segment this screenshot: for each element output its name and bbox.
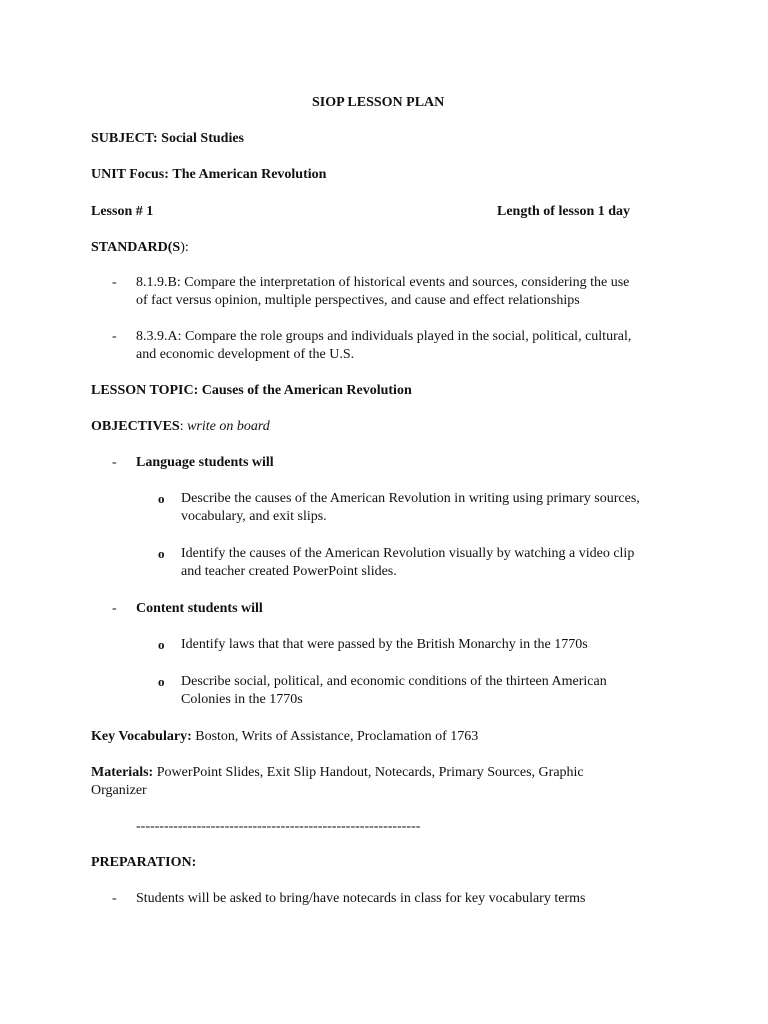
unit-label: UNIT Focus: [91, 167, 169, 182]
standard-1-dash: - [112, 275, 117, 290]
language-obj-1-line2: vocabulary, and exit slips. [181, 509, 327, 524]
separator: ------------------------------------------------------------- [136, 819, 421, 834]
content-obj-2-line1: Describe social, political, and economic conditions of the thirteen American [181, 674, 607, 689]
standards-heading [91, 239, 189, 257]
objectives-note: write on board [187, 419, 270, 434]
materials-line2: Organizer [91, 783, 147, 798]
standard-2-dash: - [112, 329, 117, 344]
standards-heading-tail: ): [180, 240, 189, 255]
lesson-topic-value: Causes of the American Revolution [201, 383, 412, 398]
materials-line1: PowerPoint Slides, Exit Slip Handout, Notecards, Primary Sources, Graphic [156, 765, 584, 780]
language-group-heading: Language students will [136, 455, 274, 470]
lesson-topic-label: LESSON TOPIC: [91, 383, 199, 398]
subject-value: Social Studies [161, 131, 245, 146]
language-obj-2-line1: Identify the causes of the American Revolution visually by watching a video clip [181, 546, 635, 561]
objectives-heading [91, 418, 270, 436]
key-vocabulary-label: Key Vocabulary: [91, 729, 192, 744]
content-obj-2-bullet: o [158, 674, 165, 689]
key-vocabulary-line [91, 728, 478, 746]
lesson-length: Length of lesson 1 day [497, 204, 631, 219]
language-group-dash: - [112, 455, 117, 470]
lesson-number: Lesson # 1 [91, 204, 154, 219]
page-title: SIOP LESSON PLAN [312, 95, 445, 110]
standard-2-line1: 8.3.9.A: Compare the role groups and individuals played in the social, political, cultural, [136, 329, 632, 344]
preparation-heading: PREPARATION: [91, 855, 197, 870]
language-obj-1-line1: Describe the causes of the American Revolution in writing using primary sources, [181, 491, 640, 506]
lesson-topic-line [91, 382, 412, 400]
standards-heading-bold1: STANDARD( [91, 240, 173, 255]
unit-line [91, 166, 326, 184]
materials-label: Materials: [91, 765, 154, 780]
preparation-1-dash: - [112, 891, 117, 906]
content-obj-1-bullet: o [158, 637, 165, 652]
materials-line [91, 764, 584, 782]
key-vocabulary-value: Boston, Writs of Assistance, Proclamation of 1763 [195, 729, 479, 744]
standard-2-line2: and economic development of the U.S. [136, 347, 355, 362]
standards-heading-bold2: S [172, 240, 181, 255]
objectives-colon: : [179, 419, 188, 434]
objectives-label: OBJECTIVES [91, 419, 180, 434]
standard-1-line2: of fact versus opinion, multiple perspectives, and cause and effect relationships [136, 293, 580, 308]
content-group-dash: - [112, 601, 117, 616]
subject-line [91, 130, 244, 148]
content-group-heading: Content students will [136, 601, 263, 616]
preparation-1-text: Students will be asked to bring/have notecards in class for key vocabulary terms [136, 891, 586, 906]
content-obj-2-line2: Colonies in the 1770s [181, 692, 303, 707]
language-obj-1-bullet: o [158, 491, 165, 506]
unit-value: The American Revolution [172, 167, 327, 182]
content-obj-1-line1: Identify laws that that were passed by the British Monarchy in the 1770s [181, 637, 588, 652]
language-obj-2-bullet: o [158, 546, 165, 561]
standard-1-line1: 8.1.9.B: Compare the interpretation of historical events and sources, considering the use [136, 275, 630, 290]
subject-label: SUBJECT: [91, 131, 158, 146]
language-obj-2-line2: and teacher created PowerPoint slides. [181, 564, 397, 579]
